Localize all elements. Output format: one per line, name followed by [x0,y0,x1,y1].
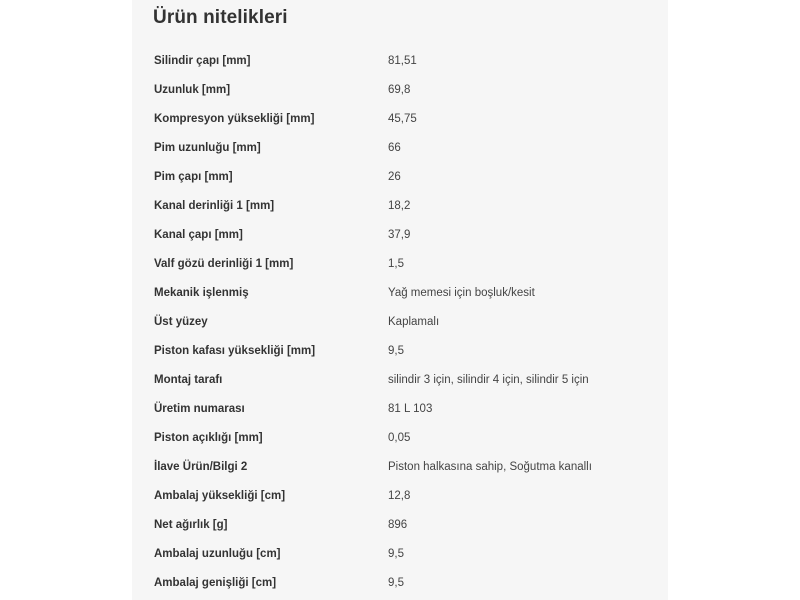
spec-row [132,336,668,365]
spec-row [132,191,668,220]
spec-value: 81 L 103 [388,402,433,415]
spec-label: Piston kafası yüksekliği [mm] [154,344,316,357]
spec-row [132,481,668,510]
spec-row [132,394,668,423]
spec-row [132,104,668,133]
spec-label: Kanal derinliği 1 [mm] [154,199,275,212]
spec-label: Uzunluk [mm] [154,83,231,96]
spec-row [132,162,668,191]
spec-row [132,278,668,307]
spec-label: Silindir çapı [mm] [154,54,251,67]
spec-label: Pim uzunluğu [mm] [154,141,261,154]
spec-value: silindir 3 için, silindir 4 için, silindir 5 için [388,373,589,386]
spec-label: Net ağırlık [g] [154,518,228,531]
spec-label: Ambalaj genişliği [cm] [154,576,277,589]
spec-label: Ambalaj uzunluğu [cm] [154,547,281,560]
spec-value: 66 [388,141,401,154]
spec-row [132,307,668,336]
spec-value: Piston halkasına sahip, Soğutma kanallı [388,460,592,473]
spec-value: 45,75 [388,112,417,125]
spec-label: Üretim numarası [154,402,245,415]
spec-label: Kanal çapı [mm] [154,228,243,241]
spec-value: 9,5 [388,344,404,357]
spec-value: Yağ memesi için boşluk/kesit [388,286,535,299]
spec-label: Piston açıklığı [mm] [154,431,263,444]
spec-row [132,46,668,75]
spec-label: Montaj tarafı [154,373,223,386]
spec-label: Üst yüzey [154,315,208,328]
spec-value: 9,5 [388,547,404,560]
spec-row [132,423,668,452]
spec-label: Valf gözü derinliği 1 [mm] [154,257,294,270]
spec-value: 69,8 [388,83,411,96]
spec-value: Kaplamalı [388,315,440,328]
spec-label: Kompresyon yüksekliği [mm] [154,112,315,125]
spec-row [132,510,668,539]
spec-row [132,249,668,278]
section-title: Ürün nitelikleri [153,7,288,28]
spec-label: İlave Ürün/Bilgi 2 [154,460,248,473]
spec-label: Mekanik işlenmiş [154,286,249,299]
spec-row [132,539,668,568]
spec-value: 18,2 [388,199,411,212]
spec-row [132,452,668,481]
spec-value: 9,5 [388,576,404,589]
spec-value: 896 [388,518,408,531]
spec-row [132,365,668,394]
spec-table [132,46,668,597]
spec-label: Ambalaj yüksekliği [cm] [154,489,286,502]
spec-value: 26 [388,170,401,183]
spec-label: Pim çapı [mm] [154,170,233,183]
spec-value: 1,5 [388,257,404,270]
spec-row [132,220,668,249]
product-attributes-panel [132,0,668,600]
spec-row [132,568,668,597]
spec-value: 81,51 [388,54,417,67]
spec-value: 12,8 [388,489,411,502]
spec-row [132,133,668,162]
spec-value: 0,05 [388,431,411,444]
spec-row [132,75,668,104]
spec-value: 37,9 [388,228,411,241]
